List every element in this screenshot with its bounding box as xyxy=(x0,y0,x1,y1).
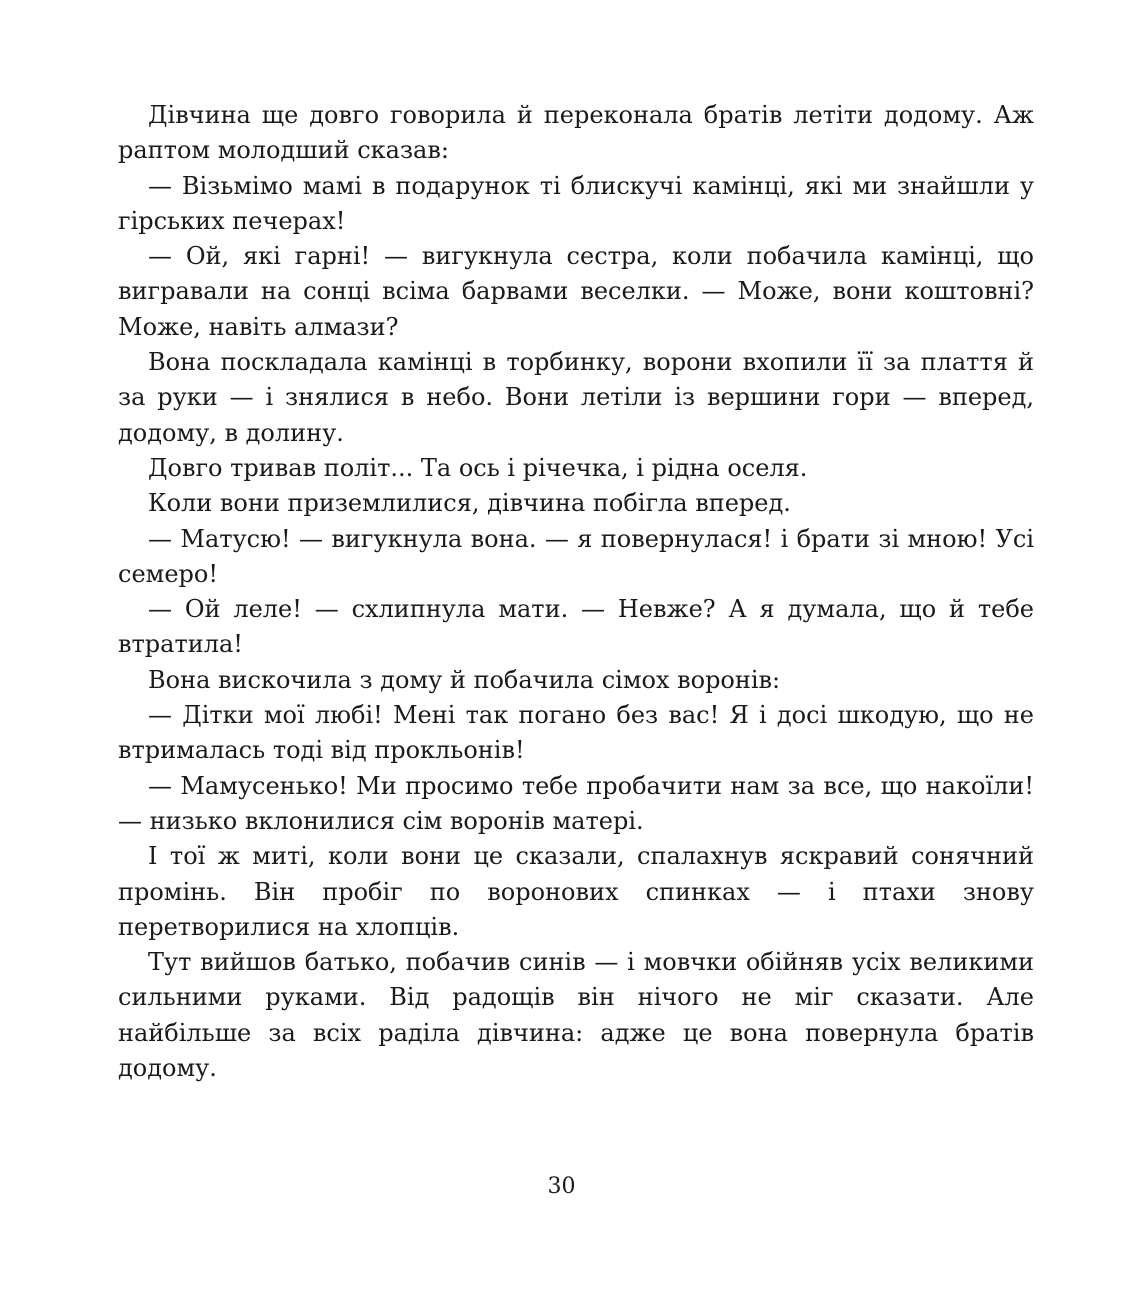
paragraph: Довго тривав політ... Та ось і річечка, і рідна оселя. xyxy=(148,453,808,482)
paragraph: Дівчина ще довго говорила й переконала братів летіти додому. Аж раптом молодший сказав: xyxy=(118,101,1034,165)
paragraph: — Дітки мої любі! Мені так погано без вас! Я і досі шкодую, що не втрималась тоді від прокльонів! xyxy=(118,701,1034,765)
paragraph: Вона вискочила з дому й побачила сімох воронів: xyxy=(148,665,781,694)
paragraph: — Ой, які гарні! — вигукнула сестра, коли побачила камінці, що вигравали на сонці всіма барвами веселки. — Може, вони коштовні? Може, навіть алмази? xyxy=(118,242,1034,341)
paragraph: І тої ж миті, коли вони це сказали, спалахнув яскравий сонячний промінь. Він пробіг по воронових спинках — і птахи знову перетворилися на хлопців. xyxy=(118,842,1034,941)
page-number: 30 xyxy=(547,1174,576,1199)
paragraph: — Матусю! — вигукнула вона. — я повернулася! і брати зі мною! Усі семеро! xyxy=(118,524,1034,588)
paragraph: — Візьмімо мамі в подарунок ті блискучі камінці, які ми знайшли у гірських печерах! xyxy=(118,171,1034,235)
paragraph: Коли вони приземлилися, дівчина побігла вперед. xyxy=(148,489,791,518)
body-text xyxy=(118,98,1034,1086)
paragraph: — Мамусенько! Ми просимо тебе пробачити нам за все, що накоїли! — низько вклонилися сім воронів матері. xyxy=(118,771,1034,835)
paragraph: — Ой леле! — схлипнула мати. — Невже? А я думала, що й тебе втратила! xyxy=(118,595,1034,659)
paragraph: Тут вийшов батько, побачив синів — і мовчки обійняв усіх великими сильними руками. Від радощів він нічого не міг сказати. Але найбільше за всіх раділа дівчина: адже це вона повернула братів додому. xyxy=(118,948,1034,1083)
paragraph: Вона поскладала камінці в торбинку, ворони вхопили її за плаття й за руки — і знялися в небо. Вони летіли із вершини гори — вперед, додому, в долину. xyxy=(118,348,1034,447)
